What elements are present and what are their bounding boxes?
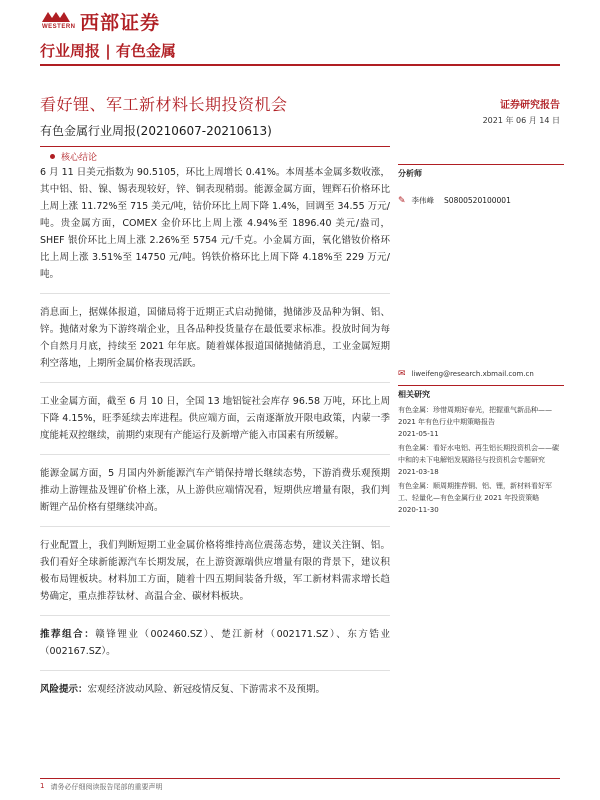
risk-text: 宏观经济波动风险、新冠疫情反复、下游需求不及预期。 xyxy=(87,684,326,695)
paragraph-industrial: 工业金属方面，截至 6 月 10 日，全国 13 地铝锭社会库存 96.58 万吨，环比上周下降 4.15%，旺季延续去库进程。供应端方面，云南逐渐放开限电政策，内蒙一季度能耗双控继续，前期约束现有产能运行及新增产能入市国素有所缓解。 xyxy=(40,396,390,441)
related-text: 有色金属：珍惜周期好春光，把握重气新品种——2021 年有色行业中期策略报告 xyxy=(398,406,552,426)
brand-logo xyxy=(40,8,160,34)
related-item[interactable] xyxy=(398,480,564,516)
divider xyxy=(40,615,390,616)
related-item[interactable] xyxy=(398,442,564,478)
mail-icon: ✉ xyxy=(398,369,406,379)
paragraph-market: 6 月 11 日美元指数为 90.5105，环比上周增长 0.41%。本周基本金属多数收涨，其中铝、铅、镍、锡表现较好，锌、铜表现稍弱。能源金属方面，锂辉石价格环比上周上涨 11.72%至 715 美元/吨，钴价环比上周下降 1.4%，回调至 34.55 万元/吨。贵金属方面，COMEX 金价环比上周上涨 4.94%至 1896.40 美元/盎司，SHEF 银价环比上周上涨 2.26%至 5754 元/千克。小金属方面，氧化镨钕价格环比上周上涨 3.51%至 14750 元/吨。钨铁价格环比上周下降 4.18%至 229 万元/吨。 xyxy=(40,167,390,280)
divider xyxy=(40,454,390,455)
core-label-text: 核心结论 xyxy=(61,153,98,163)
footer-note: 请务必仔细阅读报告尾部的重要声明 xyxy=(50,783,163,791)
paragraph-energy: 能源金属方面，5 月国内外新能源汽车产销保持增长继续态势，下游消费乐观预期推动上游锂盐及锂矿价格上涨，从上游供应端情况看，短期供应增量有限，我们判断锂产品价格有望继续冲高。 xyxy=(40,468,390,513)
related-text: 有色金属：看好水电铝、再生铝长期投资机会——碳中和的未下电解铝发展路径与投资机会专题研究 xyxy=(398,444,559,464)
logo-cn: 西部证券 xyxy=(80,11,161,34)
paragraph-allocation: 行业配置上，我们判断短期工业金属价格将维持高位震荡态势，建议关注铜、铝。我们看好全球新能源汽车长期发展，在上游资源端供应增量有限的背景下，建议积极布局锂板块。材料加工方面，随着十四五期间装备升级，军工新材料需求增长趋势确定，重点推荐钛材、高温合金、碳材料板块。 xyxy=(40,540,390,602)
related-date: 2021-03-18 xyxy=(398,468,439,476)
divider xyxy=(40,526,390,527)
paragraph-risk xyxy=(40,681,390,698)
analyst-box xyxy=(398,164,564,386)
related-date: 2021-05-11 xyxy=(398,430,439,438)
divider xyxy=(40,670,390,671)
related-item[interactable] xyxy=(398,404,564,440)
logo-mark-icon xyxy=(40,10,76,32)
report-type: 行业周报 | 有色金属 xyxy=(40,42,176,60)
footer xyxy=(40,782,162,792)
report-label: 证券研究报告 xyxy=(500,100,560,111)
logo-en: WESTERN xyxy=(42,24,76,30)
related-date: 2020-11-30 xyxy=(398,506,439,514)
body-column xyxy=(40,164,390,708)
analyst-name: 李伟峰 xyxy=(411,196,435,205)
related-text: 有色金属：顺周期推荐铜、铝、锂，新材料看好军工、轻量化—有色金属行业 2021 年投资策略 xyxy=(398,482,552,502)
report-date: 2021 年 06 月 14 日 xyxy=(482,116,560,125)
analyst-row xyxy=(398,195,564,206)
analyst-email-row xyxy=(398,369,534,379)
analyst-email[interactable]: liweifeng@research.xbmail.com.cn xyxy=(411,370,534,378)
core-divider xyxy=(40,146,390,147)
analyst-head: 分析师 xyxy=(398,164,564,179)
divider xyxy=(40,382,390,383)
sub-title: 有色金属行业周报(20210607-20210613) xyxy=(40,124,272,138)
sidebar xyxy=(398,164,564,518)
related-head: 相关研究 xyxy=(398,390,430,399)
risk-label: 风险提示： xyxy=(40,684,88,695)
top-rule xyxy=(40,64,560,66)
footer-rule xyxy=(40,778,560,779)
paragraph-picks xyxy=(40,626,390,660)
picks-text: 赣锋锂业（002460.SZ）、楚江新材（002171.SZ）、东方锆业（002167.SZ）。 xyxy=(40,629,390,657)
analyst-cert: S0800520100001 xyxy=(444,196,511,205)
bullet-icon xyxy=(50,154,55,159)
main-title: 看好锂、军工新材料长期投资机会 xyxy=(40,95,288,114)
divider xyxy=(40,293,390,294)
core-label xyxy=(40,150,97,163)
page-number: 1 xyxy=(40,782,45,790)
picks-label: 推荐组合： xyxy=(40,629,96,640)
paragraph-news: 消息面上，据媒体报道，国储局将于近期正式启动抛储，抛储涉及品种为铜、铝、锌。抛储对象为下游终端企业，且各品种投货量存在最低要求标准。投放时间为每个自然月月底，持续至 2021 年年底。随着媒体报道国储抛储消息，工业金属短期利空落地，上期所金属价格表现活跃。 xyxy=(40,307,390,369)
pen-icon: ✎ xyxy=(398,195,406,206)
